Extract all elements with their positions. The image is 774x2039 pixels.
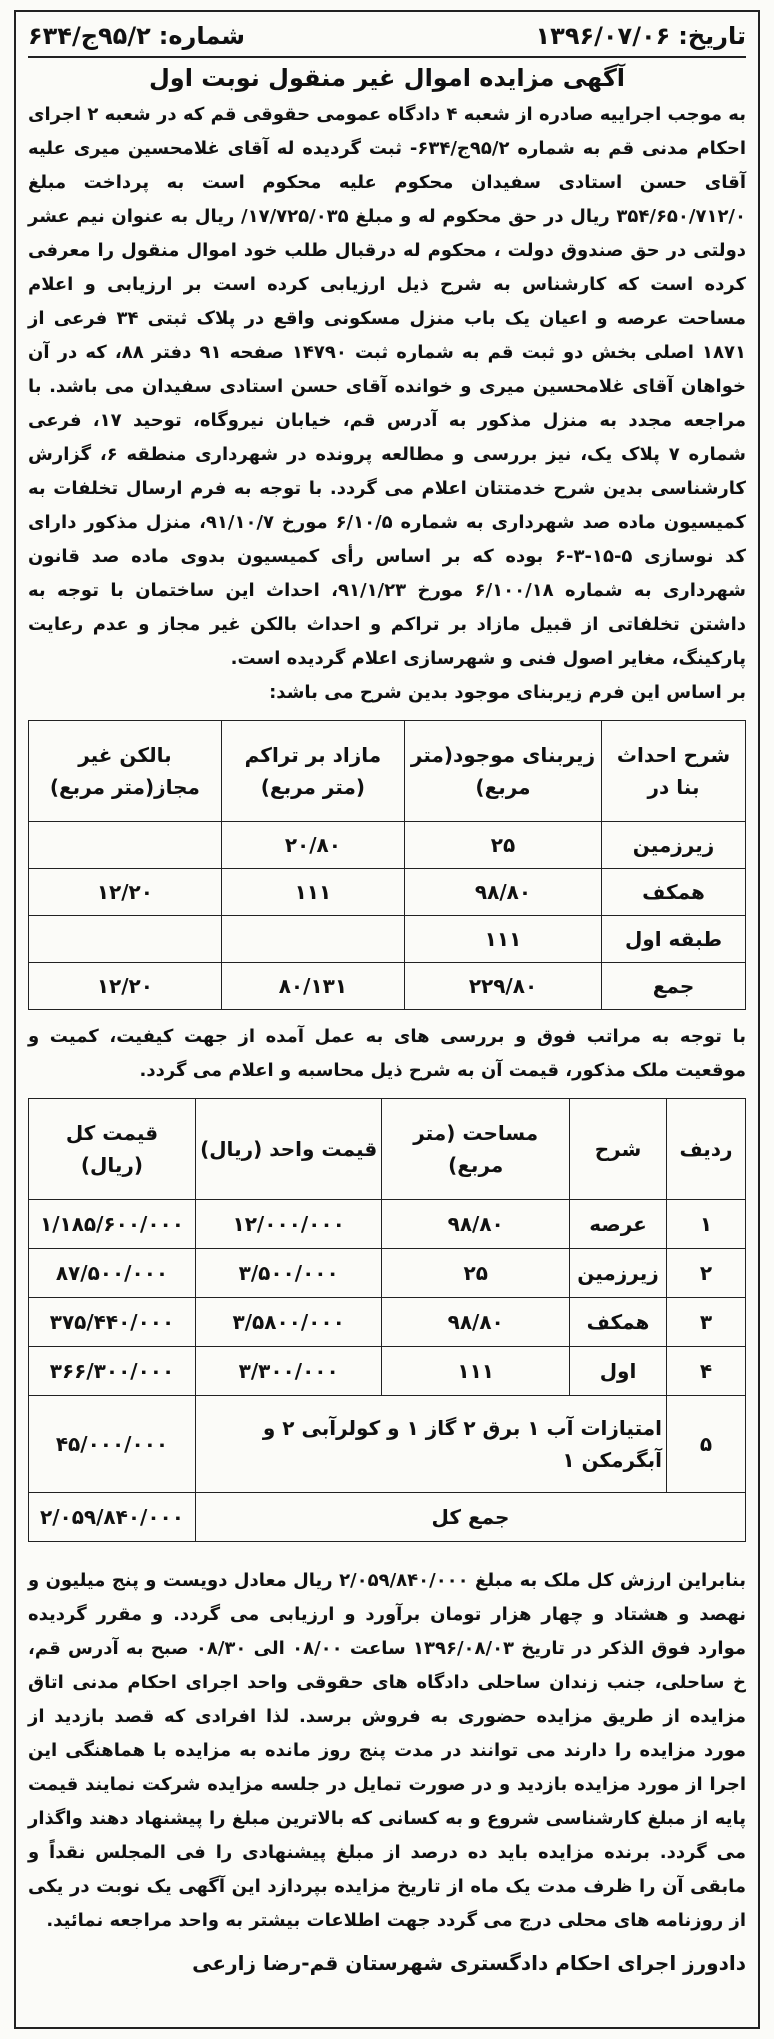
- notice-title: آگهی مزایده اموال غیر منقول نوبت اول: [148, 64, 626, 92]
- table-cell: ۲۵: [382, 1249, 570, 1298]
- col-header: قیمت واحد (ریال): [195, 1099, 381, 1200]
- table-cell: ۱: [667, 1200, 746, 1249]
- table-cell: طبقه اول: [602, 916, 746, 963]
- table-cell: ۱۱۱: [221, 869, 404, 916]
- table-cell: ۱۲/۲۰: [29, 869, 222, 916]
- table-cell: ۱۲/۲۰: [29, 963, 222, 1010]
- table-row: [29, 869, 746, 916]
- table-row: [29, 1347, 746, 1396]
- table-cell: ۳: [667, 1298, 746, 1347]
- notice-header: [28, 16, 746, 58]
- table-cell: ۸۰/۱۳۱: [221, 963, 404, 1010]
- table-cell: ۱۲/۰۰۰/۰۰۰: [195, 1200, 381, 1249]
- col-header: بالکن غیر مجاز(متر مربع): [29, 721, 222, 822]
- col-header: زیربنای موجود(متر مربع): [404, 721, 601, 822]
- col-header: ردیف: [667, 1099, 746, 1200]
- total-label: جمع کل: [195, 1493, 745, 1542]
- table-row: [29, 1249, 746, 1298]
- table-row: [29, 822, 746, 869]
- table-cell: ۲: [667, 1249, 746, 1298]
- table-cell: ۹۸/۸۰: [382, 1298, 570, 1347]
- table-cell: ۳/۳۰۰/۰۰۰: [195, 1347, 381, 1396]
- date: [536, 16, 746, 56]
- table-cell: ۲۵: [404, 822, 601, 869]
- table-cell: ۱/۱۸۵/۶۰۰/۰۰۰: [29, 1200, 196, 1249]
- table-cell: ۴: [667, 1347, 746, 1396]
- number-label: شماره:: [158, 22, 246, 50]
- col-header: قیمت کل (ریال): [29, 1099, 196, 1200]
- table-cell: ۲۲۹/۸۰: [404, 963, 601, 1010]
- table-total-row: [29, 1493, 746, 1542]
- table-total-row: [29, 963, 746, 1010]
- signature: دادورز اجرای احکام دادگستری شهرستان قم-رضا زارعی: [192, 1951, 746, 1975]
- number-value: ۹۵/۲ج/۶۳۴: [28, 22, 151, 50]
- table-cell: ۳۷۵/۴۴۰/۰۰۰: [29, 1298, 196, 1347]
- col-header: شرح: [570, 1099, 667, 1200]
- table-cell: ۱۱۱: [382, 1347, 570, 1396]
- utilities-description: امتیازات آب ۱ برق ۲ گاز ۱ و کولرآبی ۲ و آبگرمکن ۱: [195, 1396, 666, 1493]
- case-number: [28, 16, 245, 56]
- table-cell: عرصه: [570, 1200, 667, 1249]
- table-cell: [29, 916, 222, 963]
- intro-paragraph: به موجب اجراییه صادره از شعبه ۴ دادگاه عمومی حقوقی قم که در شعبه ۲ اجرای احکام مدنی قم به شماره ۹۵/۲ج/۶۳۴- ثبت گردیده له آقای غلامحسین میری علیه آقای حسن استادی سفیدان محکوم علیه محکوم است به پرداخت مبلغ ۳۵۴/۶۵۰/۷۱۲/۰ ریال در حق محکوم له و مبلغ ۱۷/۷۲۵/۰۳۵/ ریال به عنوان نیم عشر دولتی در حق صندوق دولت ، محکوم له درقبال طلب خود اموال منقول را معرفی کرده است که کارشناس به شرح ذیل ارزیابی کرده است بر ارزیابی و اعلام مساحت عرصه و اعیان یک باب منزل مسکونی واقع در پلاک ثبتی ۳۴ فرعی از ۱۸۷۱ اصلی بخش دو ثبت قم به شماره ثبت ۱۴۷۹۰ صفحه ۹۱ دفتر ۸۸، که در آن خواهان آقای غلامحسین میری و خوانده آقای حسن استادی سفیدان می باشد. با مراجعه مجدد به منزل مذکور به آدرس قم، خیابان نیروگاه، توحید ۱۷، فرعی شماره ۷ پلاک یک، نیز بررسی و مطالعه پرونده در شهرداری منطقه ۶، گزارش کارشناسی بدین شرح خدمتتان اعلام می گردد. با توجه به فرم ارسال تخلفات به کمیسیون ماده صد شهرداری به شماره ۶/۱۰/۵ مورخ ۹۱/۱۰/۷، منزل مذکور دارای کد نوسازی ۵-۱۵-۳-۶ بوده که بر اساس رأی کمیسیون بدوی ماده صد قانون شهرداری به شماره ۶/۱۰۰/۱۸ مورخ ۹۱/۱/۲۳، احداث این ساختمان با توجه به داشتن تخلفاتی از قبیل مازاد بر تراکم و احداث بالکن غیر مجاز و عدم رعایت پارکینگ، مغایر اصول فنی و شهرسازی اعلام گردیده است.: [28, 104, 747, 669]
- table-cell: زیرزمین: [602, 822, 746, 869]
- table1-intro: بر اساس این فرم زیربنای موجود بدین شرح می باشد:: [269, 682, 746, 703]
- col-header: شرح احداث بنا در: [602, 721, 746, 822]
- table-cell: جمع: [602, 963, 746, 1010]
- table-cell: زیرزمین: [570, 1249, 667, 1298]
- table-row: [29, 1200, 746, 1249]
- table-cell: ۳۶۶/۳۰۰/۰۰۰: [29, 1347, 196, 1396]
- table2-intro: با توجه به مراتب فوق و بررسی های به عمل آمده از جهت کیفیت، کمیت و موقعیت ملک مذکور، قیمت آن به شرح ذیل محاسبه و اعلام می گردد.: [28, 1026, 746, 1081]
- date-label: تاریخ:: [678, 22, 746, 50]
- table-row: [29, 916, 746, 963]
- conclusion-paragraph: بنابراین ارزش کل ملک به مبلغ ۲/۰۵۹/۸۴۰/۰۰۰ ریال معادل دویست و پنج میلیون و نهصد و هشتاد و چهار هزار تومان برآورد و ارزیابی می گردد. و مقرر گردیده موارد فوق الذکر در تاریخ ۱۳۹۶/۰۸/۰۳ ساعت ۰۸/۰۰ الی ۰۸/۳۰ صبح به آدرس قم، خ ساحلی، جنب زندان ساحلی دادگاه های حقوقی واحد اجرای احکام مدنی اتاق مزایده از طریق مزایده حضوری به فروش برسد. لذا افرادی که قصد بازدید از مورد مزایده را دارند می توانند در مدت پنج روز مانده به مزایده با هماهنگی این اجرا از مورد مزایده بازدید و در صورت تمایل در جلسه مزایده شرکت نمایند قیمت پایه از مبلغ کارشناسی شروع و به کسانی که بالاترین مبلغ را پیشنهاد دهند واگذار می گردد. برنده مزایده باید ده درصد از مبلغ پیشنهادی را فی المجلس نقداً و مابقی آن را ظرف مدت یک ماه از تاریخ مزایده بپردازد این آگهی یک نوبت در یکی از روزنامه های محلی درج می گردد جهت اطلاعات بیشتر به واحد مراجعه نمائید.: [28, 1570, 746, 1931]
- table-row: [29, 1298, 746, 1347]
- table-cell: ۴۵/۰۰۰/۰۰۰: [29, 1396, 196, 1493]
- table-header-row: [29, 721, 746, 822]
- table-cell: ۳/۵۸۰۰/۰۰۰: [195, 1298, 381, 1347]
- table-cell: ۳/۵۰۰/۰۰۰: [195, 1249, 381, 1298]
- total-value: ۲/۰۵۹/۸۴۰/۰۰۰: [29, 1493, 196, 1542]
- table-cell: ۵: [667, 1396, 746, 1493]
- notice-frame: [14, 10, 760, 2029]
- table-cell: ۸۷/۵۰۰/۰۰۰: [29, 1249, 196, 1298]
- table-cell: همکف: [570, 1298, 667, 1347]
- col-header: مساحت (متر مربع): [382, 1099, 570, 1200]
- floor-area-table: [28, 720, 746, 1010]
- table-cell: ۹۸/۸۰: [404, 869, 601, 916]
- table-cell: ۲۰/۸۰: [221, 822, 404, 869]
- table-cell: [29, 822, 222, 869]
- table-cell: [221, 916, 404, 963]
- table-cell: همکف: [602, 869, 746, 916]
- valuation-table: [28, 1098, 746, 1542]
- table-header-row: [29, 1099, 746, 1200]
- table-cell: اول: [570, 1347, 667, 1396]
- table-cell: ۱۱۱: [404, 916, 601, 963]
- table-cell: ۹۸/۸۰: [382, 1200, 570, 1249]
- col-header: مازاد بر تراکم (متر مربع): [221, 721, 404, 822]
- date-value: ۱۳۹۶/۰۷/۰۶: [535, 22, 671, 50]
- spacer: [28, 1552, 746, 1564]
- table-row: [29, 1396, 746, 1493]
